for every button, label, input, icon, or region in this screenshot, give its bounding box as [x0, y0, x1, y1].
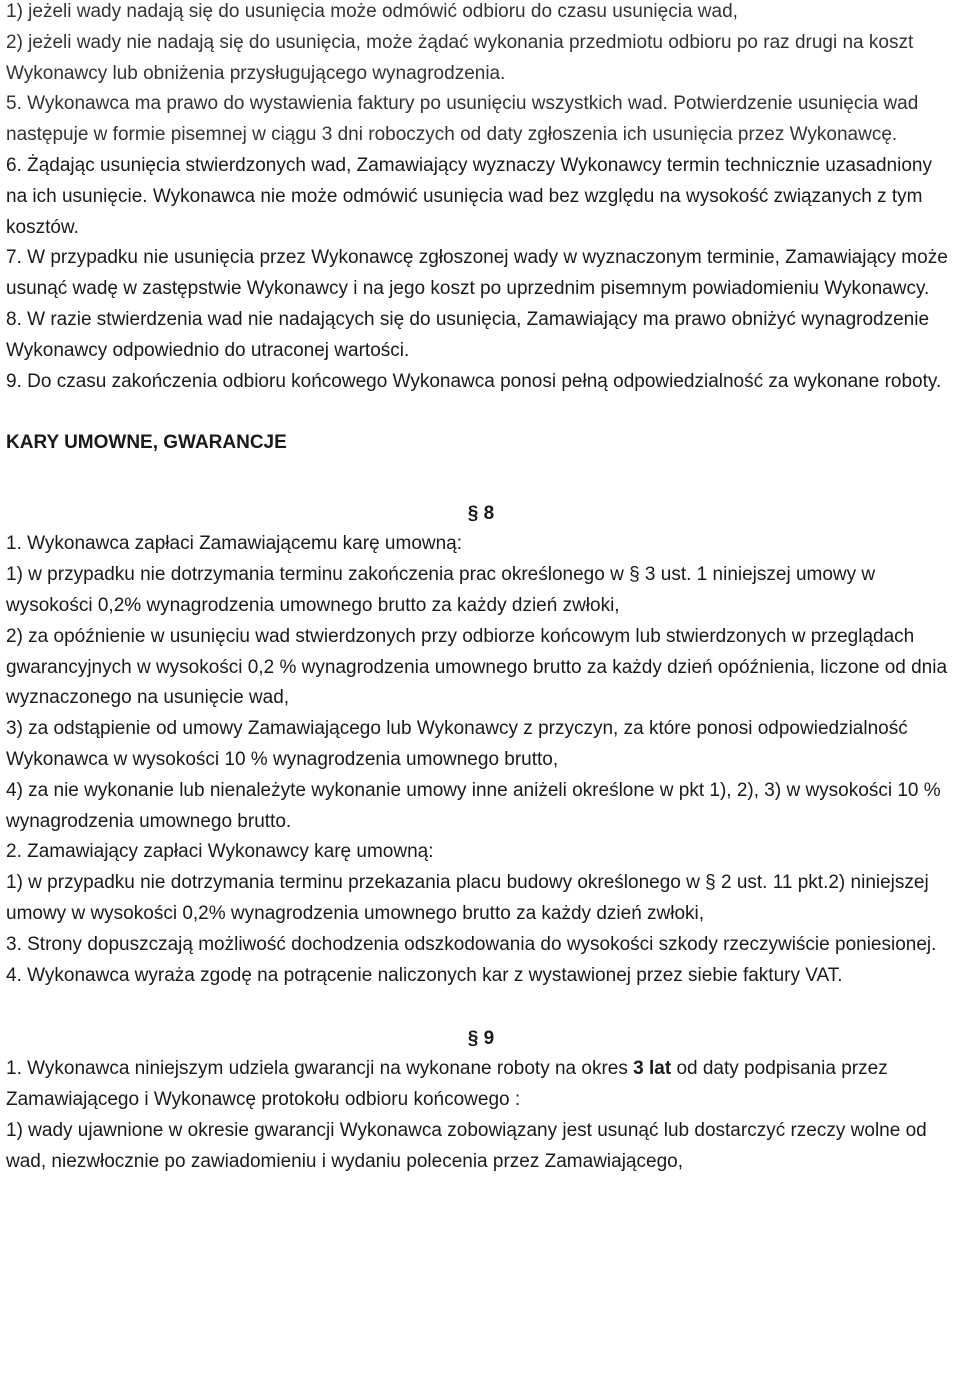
list-item: 5. Wykonawca ma prawo do wystawienia faktury po usunięciu wszystkich wad. Potwierdzenie usunięcia wad następuje w formie pisemnej w ciągu 3 dni roboczych od daty zgłoszenia ich usunięcia przez Wykonawcę. [6, 93, 919, 146]
list-item: 4) za nie wykonanie lub nienależyte wykonanie umowy inne aniżeli określone w pkt 1), 2), 3) w wysokości 10 % wynagrodzenia umownego brutto. [6, 779, 941, 832]
list-item: 2) za opóźnienie w usunięciu wad stwierdzonych przy odbiorze końcowym lub stwierdzonych w przeglądach gwarancyjnych w wysokości 0,2 % wynagrodzenia umownego brutto za każdy dzień opóźnienia, liczone od dnia wyznaczonego na usunięcie wad, [6, 625, 948, 709]
list-item: 4. Wykonawca wyraża zgodę na potrącenie naliczonych kar z wystawionej przez siebie faktury VAT. [6, 964, 843, 986]
section-heading: KARY UMOWNE, GWARANCJE [6, 432, 287, 454]
guarantee-text-start: 1. Wykonawca niniejszym udziela gwarancji na wykonane roboty na okres [6, 1058, 634, 1080]
list-item: 1) wady ujawnione w okresie gwarancji Wykonawca zobowiązany jest usunąć lub dostarczyć rzeczy wolne od wad, niezwłocznie po zawiadomieniu i wydaniu polecenia przez Zamawiającego, [6, 1119, 927, 1172]
list-item: 6. Żądając usunięcia stwierdzonych wad, Zamawiający wyznaczy Wykonawcy termin technicznie uzasadniony na ich usunięcie. Wykonawca nie może odmówić usunięcia wad bez względu na wysokość związanych z tym kosztów. [6, 154, 932, 238]
list-item: 3) za odstąpienie od umowy Zamawiającego lub Wykonawcy z przyczyn, za które ponosi odpowiedzialność Wykonawca w wysokości 10 % wynagrodzenia umownego brutto, [6, 718, 908, 770]
list-item: 7. W przypadku nie usunięcia przez Wykonawcę zgłoszonej wady w wyznaczonym terminie, Zamawiający może usunąć wadę w zastępstwie Wykonawcy i na jego koszt po uprzednim pisemnym powiadomieniu Wykonawcy. [6, 247, 948, 300]
list-item: 1) jeżeli wady nadają się do usunięcia może odmówić odbioru do czasu usunięcia wad, [6, 1, 738, 22]
list-item: 1. Wykonawca zapłaci Zamawiającemu karę umowną: [6, 533, 463, 555]
list-item: 2. Zamawiający zapłaci Wykonawcy karę umowną: [6, 841, 434, 863]
guarantee-period: 3 lat [633, 1058, 672, 1080]
list-item [6, 1054, 956, 1116]
paragraph-sign-8: § 8 [467, 503, 495, 525]
paragraph-sign-9: § 9 [467, 1028, 495, 1050]
list-item: 1) w przypadku nie dotrzymania terminu przekazania placu budowy określonego w § 2 ust. 11 pkt.2) niniejszej umowy w wysokości 0,2% wynagrodzenia umownego brutto za każdy dzień zwłoki, [6, 872, 929, 924]
guarantee-text-end: od daty podpisania przez Zamawiającego i Wykonawcę protokołu odbioru końcowego : [6, 1058, 888, 1111]
list-item: 9. Do czasu zakończenia odbioru końcowego Wykonawca ponosi pełną odpowiedzialność za wykonane roboty. [6, 370, 942, 392]
list-item: 3. Strony dopuszczają możliwość dochodzenia odszkodowania do wysokości szkody rzeczywiście poniesionej. [6, 933, 937, 955]
list-item: 1) w przypadku nie dotrzymania terminu zakończenia prac określonego w § 3 ust. 1 niniejszej umowy w wysokości 0,2% wynagrodzenia umownego brutto za każdy dzień zwłoki, [6, 564, 876, 616]
list-item: 8. W razie stwierdzenia wad nie nadających się do usunięcia, Zamawiający ma prawo obniżyć wynagrodzenie Wykonawcy odpowiednio do utraconej wartości. [6, 308, 930, 361]
list-item: 2) jeżeli wady nie nadają się do usunięcia, może żądać wykonania przedmiotu odbioru po raz drugi na koszt Wykonawcy lub obniżenia przysługującego wynagrodzenia. [6, 31, 914, 84]
